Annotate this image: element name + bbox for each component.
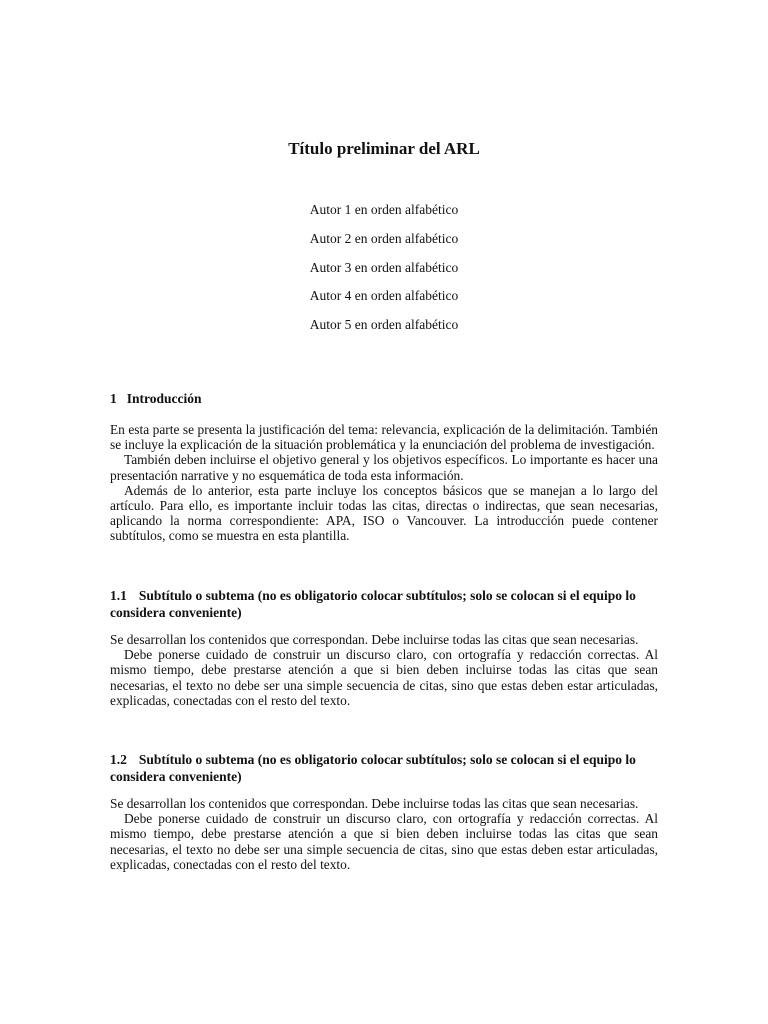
author-line: Autor 5 en orden alfabético (309, 317, 459, 333)
subsection-body-1-1 (110, 632, 658, 708)
paragraph: Debe ponerse cuidado de construir un discurso claro, con ortografía y redacción correctas. Al mismo tiempo, debe prestarse atención a que si bien deben incluirse todas las citas que sean necesarias, el texto no debe ser una simple secuencia de citas, sino que estas deben estar articuladas, explicadas, conectadas con el resto del texto. (110, 811, 658, 872)
subsection-body-1-2 (110, 796, 658, 872)
author-line: Autor 2 en orden alfabético (309, 230, 459, 246)
paragraph: Además de lo anterior, esta parte incluye los conceptos básicos que se manejan a lo largo del artículo. Para ello, es importante incluir todas las citas, directas o indirectas, que sean necesarias, aplicando la norma correspondiente: APA, ISO o Vancouver. La introducción puede contener subtítulos, como se muestra en esta plantilla. (110, 482, 658, 544)
paragraph: En esta parte se presenta la justificación del tema: relevancia, explicación de la delimitación. También se incluye la explicación de la situación problemática y la enunciación del problema de investigación. (110, 422, 658, 453)
section-number: 1.1 (110, 588, 127, 603)
paragraph: Se desarrollan los contenidos que correspondan. Debe incluirse todas las citas que sean necesarias. (110, 632, 639, 647)
section-number: 1.2 (110, 752, 127, 767)
section-number: 1 (110, 391, 117, 406)
section-heading-introduccion (110, 391, 658, 408)
author-line: Autor 1 en orden alfabético (309, 202, 459, 217)
section-title: Subtítulo o subtema (no es obligatorio colocar subtítulos; solo se colocan si el equipo lo considera conveniente) (110, 752, 636, 784)
section-title: Subtítulo o subtema (no es obligatorio colocar subtítulos; solo se colocan si el equipo lo considera conveniente) (110, 588, 636, 620)
subsection-heading-1-1 (110, 588, 658, 621)
document-title: Título preliminar del ARL (288, 139, 480, 158)
section-body-introduccion (110, 422, 658, 544)
paragraph: También deben incluirse el objetivo general y los objetivos específicos. Lo importante es hacer una presentación narrative y no esquemática de toda esta información. (110, 452, 658, 483)
section-title: Introducción (126, 391, 202, 406)
author-line: Autor 4 en orden alfabético (309, 288, 459, 304)
paragraph: Debe ponerse cuidado de construir un discurso claro, con ortografía y redacción correctas. Al mismo tiempo, debe prestarse atención a que si bien deben incluirse todas las citas que sean necesarias, el texto no debe ser una simple secuencia de citas, sino que estas deben estar articuladas, explicadas, conectadas con el resto del texto. (110, 647, 658, 708)
author-list (0, 201, 768, 345)
author-line: Autor 3 en orden alfabético (309, 259, 459, 275)
subsection-heading-1-2 (110, 752, 658, 785)
paragraph: Se desarrollan los contenidos que correspondan. Debe incluirse todas las citas que sean necesarias. (110, 796, 639, 811)
